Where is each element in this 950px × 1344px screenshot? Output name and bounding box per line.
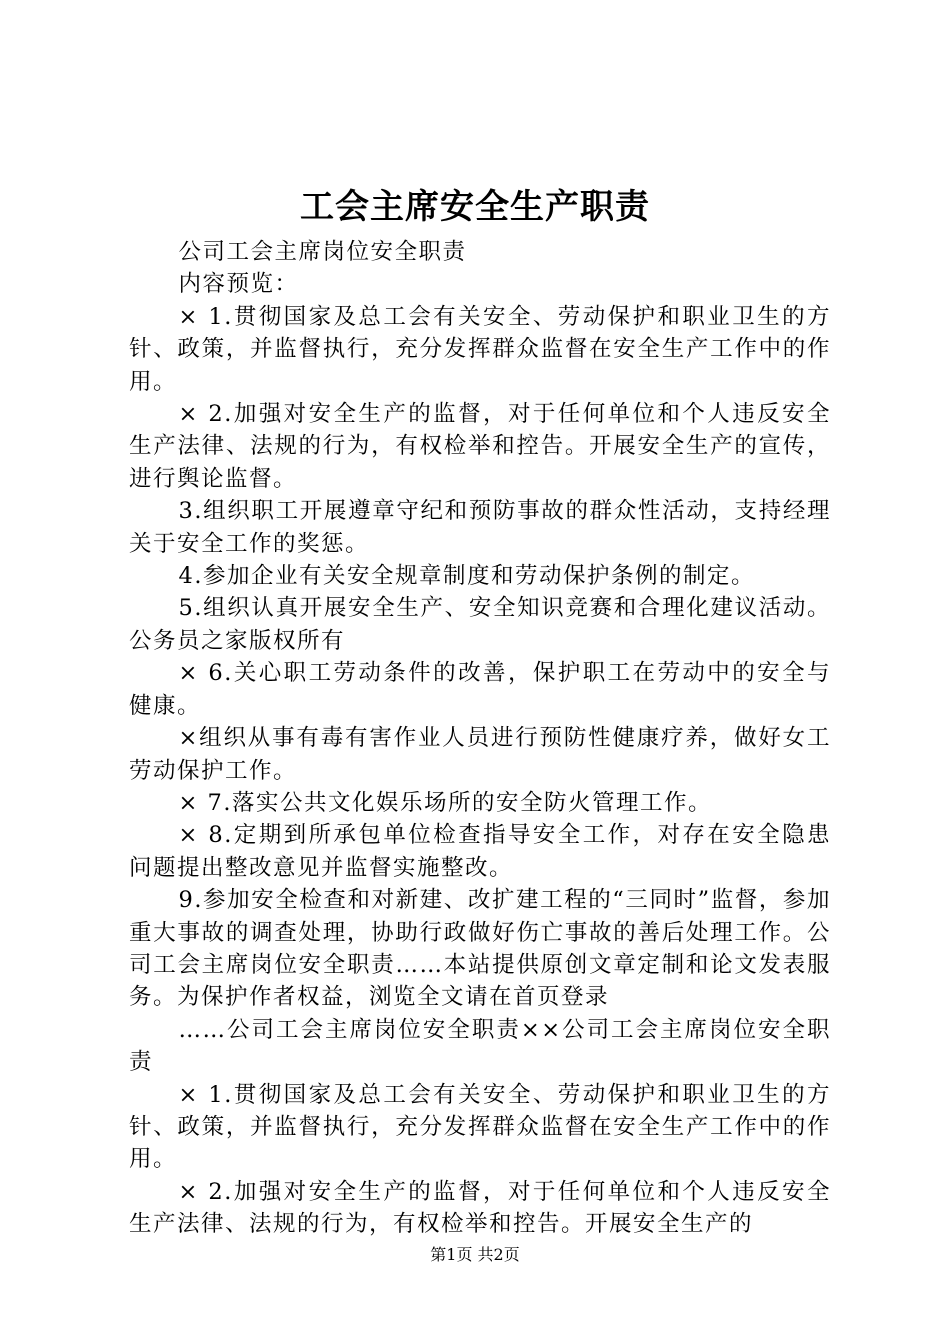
paragraph-repeat-heading: ……公司工会主席岗位安全职责××公司工会主席岗位安全职责 bbox=[129, 1016, 831, 1076]
paragraph-item-4: 4.参加企业有关安全规章制度和劳动保护条例的制定。 bbox=[178, 563, 755, 590]
paragraph-item-5: 5.组织认真开展安全生产、安全知识竞赛和合理化建议活动。公务员之家版权所有 bbox=[129, 595, 831, 654]
paragraph-item-1: × 1.贯彻国家及总工会有关安全、劳动保护和职业卫生的方针、政策，并监督执行，充分发挥群众监督在安全生产工作中的作用。 bbox=[129, 303, 831, 395]
paragraph-item-6b: ×组织从事有毒有害作业人员进行预防性健康疗养，做好女工劳动保护工作。 bbox=[129, 725, 831, 784]
page-number-footer: 第1页 共2页 bbox=[430, 1245, 520, 1264]
document-body bbox=[129, 236, 831, 1241]
paragraph-item-3: 3.组织职工开展遵章守纪和预防事故的群众性活动，支持经理关于安全工作的奖惩。 bbox=[129, 498, 831, 557]
paragraph-item-8: × 8.定期到所承包单位检查指导安全工作，对存在安全隐患问题提出整改意见并监督实施整改。 bbox=[129, 822, 831, 881]
paragraph-preview-label: 内容预览： bbox=[178, 271, 299, 298]
paragraph-repeat-item-1: × 1.贯彻国家及总工会有关安全、劳动保护和职业卫生的方针、政策，并监督执行，充分发挥群众监督在安全生产工作中的作用。 bbox=[129, 1081, 831, 1173]
paragraph-item-7: × 7.落实公共文化娱乐场所的安全防火管理工作。 bbox=[178, 789, 712, 816]
paragraph-subtitle: 公司工会主席岗位安全职责 bbox=[178, 239, 467, 265]
paragraph-item-2: × 2.加强对安全生产的监督，对于任何单位和个人违反安全生产法律、法规的行为，有权检举和控告。开展安全生产的宣传，进行舆论监督。 bbox=[129, 401, 831, 492]
paragraph-item-6: × 6.关心职工劳动条件的改善，保护职工在劳动中的安全与健康。 bbox=[129, 660, 831, 719]
paragraph-repeat-item-2: × 2.加强对安全生产的监督，对于任何单位和个人违反安全生产法律、法规的行为，有权检举和控告。开展安全生产的 bbox=[129, 1178, 831, 1238]
paragraph-item-9: 9.参加安全检查和对新建、改扩建工程的“三同时”监督，参加重大事故的调查处理，协助行政做好伤亡事故的善后处理工作。公司工会主席岗位安全职责……本站提供原创文章定制和论文发表服务。为保护作者权益，浏览全文请在首页登录 bbox=[129, 887, 831, 1011]
document-title: 工会主席安全生产职责 bbox=[300, 187, 650, 227]
